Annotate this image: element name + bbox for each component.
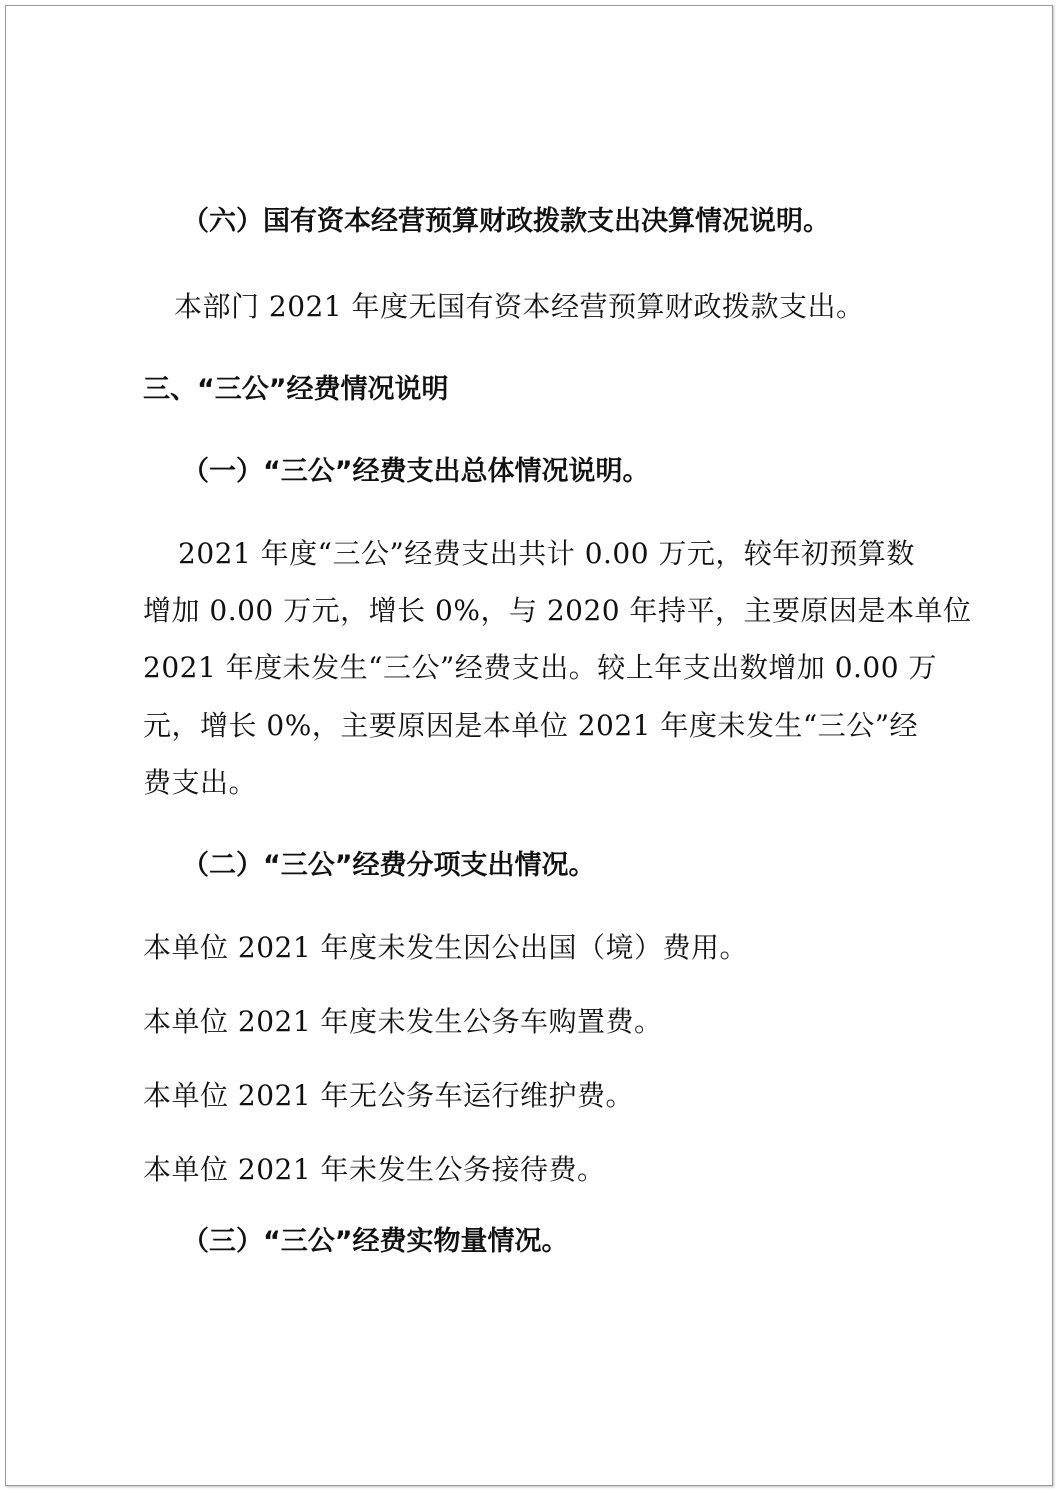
section-heading-6: （六）国有资本经营预算财政拨款支出决算情况说明。 <box>182 206 830 237</box>
document-page <box>5 5 1053 1486</box>
paragraph-overall-line-2: 增加 0.00 万元，增长 0%，与 2020 年持平，主要原因是本单位 <box>143 594 972 627</box>
subsection-heading-3: （三）“三公”经费实物量情况。 <box>182 1226 569 1257</box>
paragraph-overall-line-4: 元，增长 0%，主要原因是本单位 2021 年度未发生“三公”经 <box>143 709 919 742</box>
paragraph-overall-line-3: 2021 年度未发生“三公”经费支出。较上年支出数增加 0.00 万 <box>143 651 937 684</box>
paragraph-vehicle-purchase: 本单位 2021 年度未发生公务车购置费。 <box>143 1005 663 1038</box>
paragraph-overall-line-5: 费支出。 <box>143 766 258 799</box>
subsection-heading-2: （二）“三公”经费分项支出情况。 <box>182 850 596 881</box>
subsection-heading-1: （一）“三公”经费支出总体情况说明。 <box>182 456 650 487</box>
paragraph-overseas-travel: 本单位 2021 年度未发生因公出国（境）费用。 <box>143 931 749 964</box>
paragraph-overall-line-1: 2021 年度“三公”经费支出共计 0.00 万元，较年初预算数 <box>178 537 915 570</box>
paragraph-state-capital-budget: 本部门 2021 年度无国有资本经营预算财政拨款支出。 <box>174 290 865 323</box>
paragraph-vehicle-maintenance: 本单位 2021 年无公务车运行维护费。 <box>143 1079 635 1112</box>
paragraph-reception: 本单位 2021 年未发生公务接待费。 <box>143 1153 606 1186</box>
section-heading-three-public: 三、“三公”经费情况说明 <box>143 374 449 405</box>
